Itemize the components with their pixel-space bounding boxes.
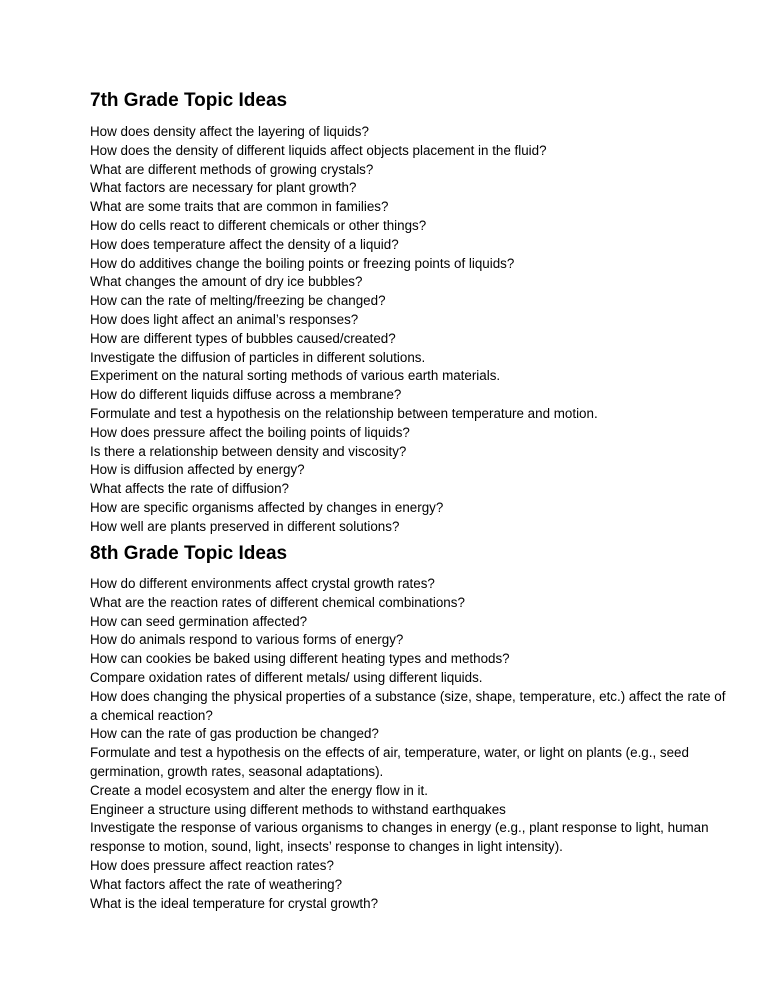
topic-item: Engineer a structure using different methods to withstand earthquakes	[90, 801, 506, 817]
topic-item: How do animals respond to various forms of energy?	[90, 632, 404, 648]
topic-item: Formulate and test a hypothesis on the effects of air, temperature, water, or light on plants (e.g., seed germination, growth rates, seasonal adaptations).	[90, 745, 689, 779]
topic-item: What affects the rate of diffusion?	[90, 481, 289, 497]
topic-item: What are some traits that are common in families?	[90, 199, 389, 215]
topic-item: Investigate the response of various organisms to changes in energy (e.g., plant response to light, human response to motion, sound, light, insects’ response to changes in light intensity).	[90, 820, 709, 855]
topic-item: How are specific organisms affected by changes in energy?	[90, 499, 444, 515]
topic-item: Formulate and test a hypothesis on the relationship between temperature and motion.	[90, 405, 598, 421]
topic-list-8th-grade	[90, 575, 730, 913]
topic-item: How do additives change the boiling points or freezing points of liquids?	[90, 255, 515, 271]
topic-item: What factors are necessary for plant growth?	[90, 180, 357, 196]
topic-item: How does light affect an animal’s responses?	[90, 311, 359, 327]
topic-item: How does temperature affect the density of a liquid?	[90, 236, 399, 252]
topic-item: How can the rate of melting/freezing be changed?	[90, 293, 386, 309]
topic-item: How can the rate of gas production be changed?	[90, 726, 379, 742]
topic-item: How does density affect the layering of liquids?	[90, 124, 369, 139]
topic-item: How is diffusion affected by energy?	[90, 462, 305, 478]
topic-item: How do cells react to different chemicals or other things?	[90, 217, 427, 233]
topic-item: How do different liquids diffuse across a membrane?	[90, 387, 402, 403]
topic-item: Compare oxidation rates of different metals/ using different liquids.	[90, 669, 483, 685]
topic-item: Create a model ecosystem and alter the energy flow in it.	[90, 782, 428, 798]
topic-item: How does pressure affect reaction rates?	[90, 857, 334, 873]
topic-item: Investigate the diffusion of particles in different solutions.	[90, 349, 426, 365]
topic-list-7th-grade	[90, 123, 730, 537]
topic-item: How does changing the physical properties of a substance (size, shape, temperature, etc.) affect the rate of a chemical reaction?	[90, 688, 726, 723]
topic-item: What changes the amount of dry ice bubbles?	[90, 274, 363, 290]
topic-item: How do different environments affect crystal growth rates?	[90, 576, 435, 591]
section-title-8th-grade: 8th Grade Topic Ideas	[90, 543, 288, 564]
topic-item: How can cookies be baked using different heating types and methods?	[90, 651, 510, 667]
topic-item: How does pressure affect the boiling points of liquids?	[90, 424, 410, 440]
topic-item: Is there a relationship between density and viscosity?	[90, 443, 407, 459]
topic-item: What are different methods of growing crystals?	[90, 161, 374, 177]
topic-item: What are the reaction rates of different chemical combinations?	[90, 594, 465, 610]
topic-item: Experiment on the natural sorting methods of various earth materials.	[90, 368, 501, 384]
topic-item: How are different types of bubbles caused/created?	[90, 330, 396, 346]
topic-item: How well are plants preserved in different solutions?	[90, 518, 400, 534]
topic-item: What factors affect the rate of weathering?	[90, 876, 343, 892]
topic-item: What is the ideal temperature for crystal growth?	[90, 895, 379, 911]
topic-item: How does the density of different liquids affect objects placement in the fluid?	[90, 142, 547, 158]
topic-item: How can seed germination affected?	[90, 613, 308, 629]
section-title-7th-grade: 7th Grade Topic Ideas	[90, 90, 288, 111]
